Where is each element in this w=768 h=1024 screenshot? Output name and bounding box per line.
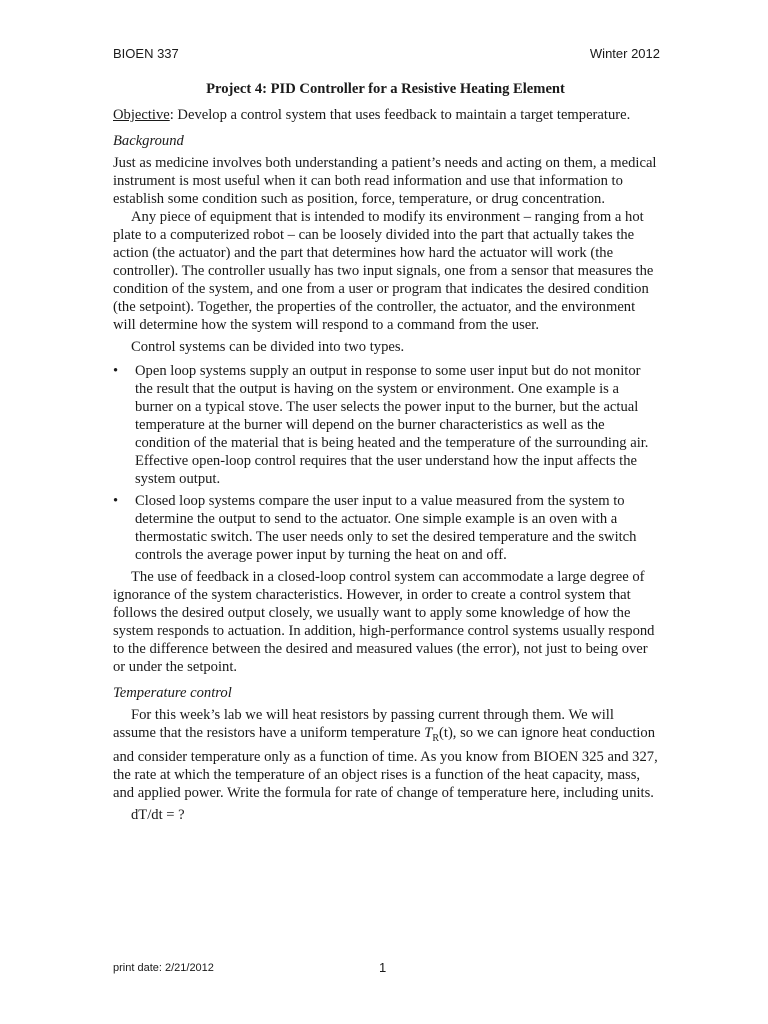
background-paragraph-3: Control systems can be divided into two types. <box>131 339 405 355</box>
print-date: print date: 2/21/2012 <box>113 962 214 974</box>
background-paragraph-1: Just as medicine involves both understanding a patient’s needs and acting on them, a medical instrument is most useful when it can both read information and use that information to establish some condition such as position, force, temperature, or drug concentration. <box>113 155 657 207</box>
list-item-text: Open loop systems supply an output in response to some user input but do not monitor the result that the output is having on the system or environment. One example is a burner on a typical stove. The user selects the power input to the burner, but the actual temperature at the burner will depend on the burner characteristics as well as the condition of the material that is being heated and the temperature of the surrounding air. Effective open-loop control requires that the user understand how the input affects the system output. <box>135 363 649 487</box>
temperature-text-b: (t), so we can ignore heat conduction and consider temperature only as a function of time. As you know from BIOEN 325 and 327, the rate at which the temperature of an object rises is a function of the heat capacity, mass, and applied power. Write the formula for rate of change of temperature here, including units. <box>113 725 658 801</box>
temperature-subscript: R <box>432 732 440 744</box>
objective <box>113 106 658 124</box>
document-title: Project 4: PID Controller for a Resistive Heating Element <box>206 81 565 97</box>
header-term: Winter 2012 <box>589 46 660 61</box>
list-item <box>113 492 658 564</box>
objective-label: Objective <box>113 107 170 123</box>
header-course: BIOEN 337 <box>113 46 179 61</box>
temperature-text-a: For this week’s lab we will heat resistors by passing current through them. We will assume that the resistors have a uniform temperature <box>113 707 614 741</box>
bullet-icon: • <box>113 493 119 509</box>
background-heading: Background <box>113 133 184 149</box>
list-item-text: Closed loop systems compare the user input to a value measured from the system to determine the output to send to the actuator. One simple example is an oven with a thermostatic switch. The user needs only to set the desired temperature and the switch controls the average power input by turning the heat on and off. <box>135 493 637 563</box>
list-item <box>113 362 658 488</box>
document-body <box>113 80 658 824</box>
rate-equation: dT/dt = ? <box>131 806 185 823</box>
page-number: 1 <box>379 960 387 975</box>
control-types-list <box>113 362 658 564</box>
objective-text: : Develop a control system that uses feedback to maintain a target temperature. <box>169 107 631 123</box>
temperature-paragraph <box>113 706 658 802</box>
background-paragraph-2: Any piece of equipment that is intended to modify its environment – ranging from a hot plate to a computerized robot – can be loosely divided into the part that actually takes the action (the actuator) and the part that determines how hard the actuator will work (the controller). The controller usually has two input signals, one from a sensor that measures the condition of the system, and one from a user or program that indicates the desired condition (the setpoint). Together, the properties of the controller, the actuator, and the environment will determine how the system will respond to a command from the user. <box>113 209 654 333</box>
temperature-variable: T <box>424 725 433 741</box>
background-paragraph-4: The use of feedback in a closed-loop control system can accommodate a large degree of ignorance of the system characteristics. However, in order to create a control system that follows the desired output closely, we usually want to apply some knowledge of how the system responds to actuation. In addition, high-performance control systems usually respond to the difference between the desired and measured values (the error), not just to being over or under the setpoint. <box>113 569 655 675</box>
temperature-heading: Temperature control <box>113 685 232 701</box>
bullet-icon: • <box>113 363 119 379</box>
